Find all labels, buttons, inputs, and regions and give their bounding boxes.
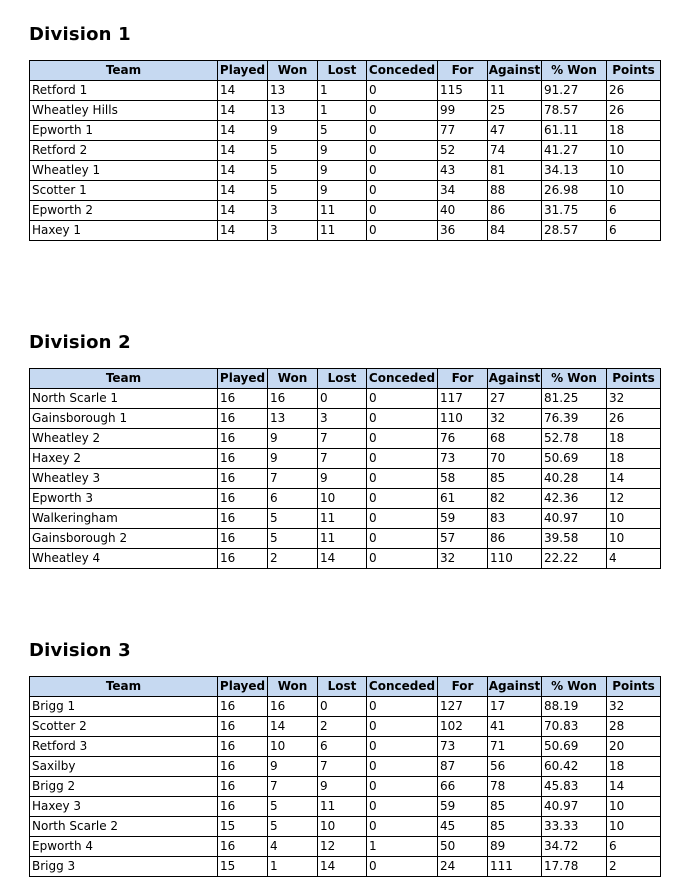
cell-conceded: 0 — [367, 697, 438, 717]
cell-won: 3 — [268, 201, 318, 221]
cell-lost: 9 — [318, 469, 367, 489]
cell-against: 85 — [488, 817, 542, 837]
column-header-conceded: Conceded — [367, 369, 438, 389]
column-header-team: Team — [30, 61, 218, 81]
table-row — [30, 429, 661, 449]
cell-played: 16 — [218, 549, 268, 569]
cell-conceded: 0 — [367, 409, 438, 429]
cell-team: Gainsborough 1 — [30, 409, 218, 429]
cell-won: 13 — [268, 409, 318, 429]
cell-points: 32 — [607, 389, 661, 409]
cell-pct-won: 88.19 — [542, 697, 607, 717]
table-row — [30, 221, 661, 241]
cell-points: 10 — [607, 529, 661, 549]
cell-team: Scotter 2 — [30, 717, 218, 737]
column-header-won: Won — [268, 677, 318, 697]
column-header-for: For — [438, 677, 488, 697]
cell-conceded: 0 — [367, 529, 438, 549]
cell-won: 14 — [268, 717, 318, 737]
cell-lost: 1 — [318, 81, 367, 101]
cell-lost: 9 — [318, 141, 367, 161]
cell-conceded: 0 — [367, 449, 438, 469]
cell-conceded: 0 — [367, 221, 438, 241]
cell-won: 4 — [268, 837, 318, 857]
cell-for: 50 — [438, 837, 488, 857]
table-row — [30, 837, 661, 857]
cell-lost: 12 — [318, 837, 367, 857]
cell-points: 14 — [607, 777, 661, 797]
cell-against: 47 — [488, 121, 542, 141]
cell-conceded: 0 — [367, 817, 438, 837]
cell-team: Epworth 1 — [30, 121, 218, 141]
cell-played: 16 — [218, 777, 268, 797]
cell-conceded: 0 — [367, 489, 438, 509]
cell-against: 111 — [488, 857, 542, 877]
cell-pct-won: 50.69 — [542, 737, 607, 757]
cell-points: 10 — [607, 509, 661, 529]
cell-played: 16 — [218, 797, 268, 817]
table-row — [30, 797, 661, 817]
cell-points: 26 — [607, 409, 661, 429]
cell-against: 85 — [488, 469, 542, 489]
cell-played: 16 — [218, 429, 268, 449]
division-2-title: Division 2 — [29, 332, 131, 353]
cell-conceded: 0 — [367, 161, 438, 181]
cell-lost: 6 — [318, 737, 367, 757]
table-header-row — [30, 61, 661, 81]
cell-conceded: 1 — [367, 837, 438, 857]
column-header-team: Team — [30, 677, 218, 697]
cell-pct-won: 60.42 — [542, 757, 607, 777]
cell-lost: 2 — [318, 717, 367, 737]
cell-conceded: 0 — [367, 469, 438, 489]
column-header-pct-won: % Won — [542, 369, 607, 389]
cell-for: 99 — [438, 101, 488, 121]
cell-lost: 0 — [318, 389, 367, 409]
table-row — [30, 717, 661, 737]
cell-played: 15 — [218, 857, 268, 877]
cell-team: Haxey 3 — [30, 797, 218, 817]
cell-team: Scotter 1 — [30, 181, 218, 201]
cell-points: 10 — [607, 797, 661, 817]
cell-played: 14 — [218, 101, 268, 121]
cell-team: Wheatley 3 — [30, 469, 218, 489]
cell-lost: 7 — [318, 429, 367, 449]
cell-against: 41 — [488, 717, 542, 737]
cell-against: 88 — [488, 181, 542, 201]
table-row — [30, 81, 661, 101]
cell-pct-won: 40.97 — [542, 797, 607, 817]
cell-won: 1 — [268, 857, 318, 877]
cell-for: 87 — [438, 757, 488, 777]
cell-team: Saxilby — [30, 757, 218, 777]
cell-played: 14 — [218, 161, 268, 181]
table-row — [30, 857, 661, 877]
table-row — [30, 101, 661, 121]
cell-played: 14 — [218, 121, 268, 141]
cell-points: 18 — [607, 757, 661, 777]
cell-won: 7 — [268, 777, 318, 797]
cell-played: 14 — [218, 81, 268, 101]
cell-lost: 11 — [318, 201, 367, 221]
cell-against: 32 — [488, 409, 542, 429]
cell-played: 15 — [218, 817, 268, 837]
cell-won: 5 — [268, 141, 318, 161]
cell-won: 13 — [268, 81, 318, 101]
cell-points: 10 — [607, 181, 661, 201]
cell-played: 16 — [218, 409, 268, 429]
table-row — [30, 389, 661, 409]
cell-pct-won: 76.39 — [542, 409, 607, 429]
column-header-lost: Lost — [318, 61, 367, 81]
cell-lost: 7 — [318, 757, 367, 777]
table-row — [30, 549, 661, 569]
cell-pct-won: 41.27 — [542, 141, 607, 161]
cell-lost: 11 — [318, 529, 367, 549]
cell-pct-won: 31.75 — [542, 201, 607, 221]
column-header-conceded: Conceded — [367, 61, 438, 81]
cell-conceded: 0 — [367, 797, 438, 817]
column-header-against: Against — [488, 61, 542, 81]
cell-team: Wheatley 2 — [30, 429, 218, 449]
cell-team: Brigg 1 — [30, 697, 218, 717]
cell-for: 52 — [438, 141, 488, 161]
cell-pct-won: 91.27 — [542, 81, 607, 101]
column-header-points: Points — [607, 677, 661, 697]
cell-played: 16 — [218, 489, 268, 509]
cell-conceded: 0 — [367, 777, 438, 797]
table-header-row — [30, 677, 661, 697]
cell-team: Epworth 4 — [30, 837, 218, 857]
cell-lost: 11 — [318, 797, 367, 817]
cell-team: Walkeringham — [30, 509, 218, 529]
cell-team: Gainsborough 2 — [30, 529, 218, 549]
cell-won: 3 — [268, 221, 318, 241]
cell-won: 5 — [268, 529, 318, 549]
cell-for: 110 — [438, 409, 488, 429]
cell-against: 56 — [488, 757, 542, 777]
cell-conceded: 0 — [367, 429, 438, 449]
cell-conceded: 0 — [367, 737, 438, 757]
column-header-points: Points — [607, 61, 661, 81]
table-row — [30, 469, 661, 489]
table-row — [30, 121, 661, 141]
cell-for: 57 — [438, 529, 488, 549]
cell-team: Retford 1 — [30, 81, 218, 101]
column-header-pct-won: % Won — [542, 61, 607, 81]
cell-points: 18 — [607, 121, 661, 141]
cell-team: Wheatley 4 — [30, 549, 218, 569]
column-header-points: Points — [607, 369, 661, 389]
cell-points: 6 — [607, 837, 661, 857]
cell-played: 16 — [218, 509, 268, 529]
cell-against: 83 — [488, 509, 542, 529]
column-header-team: Team — [30, 369, 218, 389]
table-row — [30, 529, 661, 549]
cell-against: 74 — [488, 141, 542, 161]
table-row — [30, 817, 661, 837]
division-1-title: Division 1 — [29, 24, 131, 45]
cell-team: Retford 2 — [30, 141, 218, 161]
cell-points: 14 — [607, 469, 661, 489]
cell-against: 68 — [488, 429, 542, 449]
cell-conceded: 0 — [367, 389, 438, 409]
cell-for: 61 — [438, 489, 488, 509]
table-row — [30, 449, 661, 469]
cell-for: 36 — [438, 221, 488, 241]
cell-points: 28 — [607, 717, 661, 737]
column-header-lost: Lost — [318, 677, 367, 697]
cell-for: 117 — [438, 389, 488, 409]
cell-conceded: 0 — [367, 549, 438, 569]
column-header-lost: Lost — [318, 369, 367, 389]
cell-pct-won: 17.78 — [542, 857, 607, 877]
cell-pct-won: 52.78 — [542, 429, 607, 449]
cell-for: 115 — [438, 81, 488, 101]
cell-team: Haxey 2 — [30, 449, 218, 469]
cell-for: 76 — [438, 429, 488, 449]
cell-for: 59 — [438, 509, 488, 529]
cell-for: 40 — [438, 201, 488, 221]
cell-points: 6 — [607, 221, 661, 241]
cell-against: 11 — [488, 81, 542, 101]
cell-won: 10 — [268, 737, 318, 757]
cell-for: 73 — [438, 449, 488, 469]
cell-pct-won: 70.83 — [542, 717, 607, 737]
cell-lost: 7 — [318, 449, 367, 469]
cell-for: 102 — [438, 717, 488, 737]
cell-pct-won: 45.83 — [542, 777, 607, 797]
table-row — [30, 777, 661, 797]
cell-pct-won: 61.11 — [542, 121, 607, 141]
cell-for: 77 — [438, 121, 488, 141]
cell-points: 10 — [607, 161, 661, 181]
cell-points: 18 — [607, 429, 661, 449]
cell-pct-won: 28.57 — [542, 221, 607, 241]
cell-won: 2 — [268, 549, 318, 569]
cell-played: 16 — [218, 697, 268, 717]
cell-lost: 10 — [318, 817, 367, 837]
cell-points: 10 — [607, 817, 661, 837]
cell-team: Brigg 2 — [30, 777, 218, 797]
cell-lost: 9 — [318, 181, 367, 201]
cell-against: 71 — [488, 737, 542, 757]
cell-played: 16 — [218, 469, 268, 489]
table-row — [30, 409, 661, 429]
cell-for: 59 — [438, 797, 488, 817]
cell-points: 6 — [607, 201, 661, 221]
cell-won: 5 — [268, 181, 318, 201]
cell-conceded: 0 — [367, 717, 438, 737]
cell-team: Wheatley 1 — [30, 161, 218, 181]
division-3-title: Division 3 — [29, 640, 131, 661]
cell-pct-won: 42.36 — [542, 489, 607, 509]
cell-against: 70 — [488, 449, 542, 469]
cell-played: 14 — [218, 221, 268, 241]
cell-lost: 11 — [318, 221, 367, 241]
column-header-against: Against — [488, 369, 542, 389]
cell-won: 13 — [268, 101, 318, 121]
table-row — [30, 757, 661, 777]
cell-won: 6 — [268, 489, 318, 509]
cell-against: 78 — [488, 777, 542, 797]
division-1-section — [29, 24, 660, 237]
cell-lost: 5 — [318, 121, 367, 141]
cell-against: 82 — [488, 489, 542, 509]
cell-conceded: 0 — [367, 509, 438, 529]
cell-lost: 10 — [318, 489, 367, 509]
division-3-table — [29, 676, 661, 877]
cell-for: 127 — [438, 697, 488, 717]
cell-pct-won: 78.57 — [542, 101, 607, 121]
cell-pct-won: 26.98 — [542, 181, 607, 201]
cell-won: 16 — [268, 389, 318, 409]
cell-conceded: 0 — [367, 201, 438, 221]
cell-conceded: 0 — [367, 141, 438, 161]
cell-won: 5 — [268, 817, 318, 837]
cell-played: 14 — [218, 181, 268, 201]
cell-conceded: 0 — [367, 757, 438, 777]
cell-lost: 3 — [318, 409, 367, 429]
cell-for: 24 — [438, 857, 488, 877]
column-header-against: Against — [488, 677, 542, 697]
cell-team: Retford 3 — [30, 737, 218, 757]
cell-for: 34 — [438, 181, 488, 201]
cell-won: 5 — [268, 509, 318, 529]
cell-points: 2 — [607, 857, 661, 877]
column-header-played: Played — [218, 369, 268, 389]
cell-pct-won: 50.69 — [542, 449, 607, 469]
cell-against: 86 — [488, 529, 542, 549]
cell-lost: 1 — [318, 101, 367, 121]
cell-pct-won: 22.22 — [542, 549, 607, 569]
table-row — [30, 201, 661, 221]
cell-against: 81 — [488, 161, 542, 181]
cell-played: 14 — [218, 141, 268, 161]
cell-team: North Scarle 1 — [30, 389, 218, 409]
cell-pct-won: 34.72 — [542, 837, 607, 857]
cell-pct-won: 39.58 — [542, 529, 607, 549]
column-header-pct-won: % Won — [542, 677, 607, 697]
cell-against: 89 — [488, 837, 542, 857]
cell-lost: 11 — [318, 509, 367, 529]
cell-won: 9 — [268, 429, 318, 449]
cell-played: 14 — [218, 201, 268, 221]
cell-played: 16 — [218, 449, 268, 469]
cell-points: 20 — [607, 737, 661, 757]
cell-conceded: 0 — [367, 181, 438, 201]
cell-against: 110 — [488, 549, 542, 569]
cell-lost: 9 — [318, 161, 367, 181]
cell-team: Wheatley Hills — [30, 101, 218, 121]
cell-won: 7 — [268, 469, 318, 489]
cell-for: 73 — [438, 737, 488, 757]
cell-against: 86 — [488, 201, 542, 221]
cell-team: Brigg 3 — [30, 857, 218, 877]
table-header-row — [30, 369, 661, 389]
cell-for: 45 — [438, 817, 488, 837]
cell-conceded: 0 — [367, 81, 438, 101]
cell-pct-won: 40.97 — [542, 509, 607, 529]
cell-against: 85 — [488, 797, 542, 817]
cell-team: Epworth 3 — [30, 489, 218, 509]
cell-won: 9 — [268, 449, 318, 469]
cell-played: 16 — [218, 757, 268, 777]
column-header-played: Played — [218, 677, 268, 697]
cell-conceded: 0 — [367, 857, 438, 877]
column-header-for: For — [438, 369, 488, 389]
cell-pct-won: 34.13 — [542, 161, 607, 181]
cell-points: 18 — [607, 449, 661, 469]
cell-team: Haxey 1 — [30, 221, 218, 241]
column-header-conceded: Conceded — [367, 677, 438, 697]
division-3-section — [29, 640, 660, 873]
cell-team: Epworth 2 — [30, 201, 218, 221]
cell-played: 16 — [218, 389, 268, 409]
table-row — [30, 181, 661, 201]
cell-won: 9 — [268, 757, 318, 777]
cell-for: 43 — [438, 161, 488, 181]
table-row — [30, 489, 661, 509]
cell-won: 16 — [268, 697, 318, 717]
cell-team: North Scarle 2 — [30, 817, 218, 837]
cell-lost: 0 — [318, 697, 367, 717]
cell-points: 26 — [607, 81, 661, 101]
cell-played: 16 — [218, 737, 268, 757]
cell-for: 32 — [438, 549, 488, 569]
cell-won: 5 — [268, 797, 318, 817]
cell-for: 58 — [438, 469, 488, 489]
cell-for: 66 — [438, 777, 488, 797]
cell-conceded: 0 — [367, 121, 438, 141]
cell-points: 4 — [607, 549, 661, 569]
cell-against: 17 — [488, 697, 542, 717]
cell-points: 12 — [607, 489, 661, 509]
cell-points: 32 — [607, 697, 661, 717]
table-row — [30, 509, 661, 529]
cell-won: 9 — [268, 121, 318, 141]
cell-lost: 9 — [318, 777, 367, 797]
cell-pct-won: 40.28 — [542, 469, 607, 489]
column-header-for: For — [438, 61, 488, 81]
column-header-won: Won — [268, 61, 318, 81]
table-row — [30, 161, 661, 181]
cell-against: 84 — [488, 221, 542, 241]
cell-points: 10 — [607, 141, 661, 161]
column-header-won: Won — [268, 369, 318, 389]
table-row — [30, 737, 661, 757]
cell-played: 16 — [218, 837, 268, 857]
cell-lost: 14 — [318, 549, 367, 569]
cell-played: 16 — [218, 717, 268, 737]
cell-pct-won: 33.33 — [542, 817, 607, 837]
division-2-section — [29, 332, 660, 565]
table-row — [30, 697, 661, 717]
table-row — [30, 141, 661, 161]
cell-conceded: 0 — [367, 101, 438, 121]
cell-points: 26 — [607, 101, 661, 121]
cell-won: 5 — [268, 161, 318, 181]
cell-against: 27 — [488, 389, 542, 409]
cell-played: 16 — [218, 529, 268, 549]
cell-against: 25 — [488, 101, 542, 121]
cell-lost: 14 — [318, 857, 367, 877]
cell-pct-won: 81.25 — [542, 389, 607, 409]
column-header-played: Played — [218, 61, 268, 81]
division-2-table — [29, 368, 661, 569]
division-1-table — [29, 60, 661, 241]
